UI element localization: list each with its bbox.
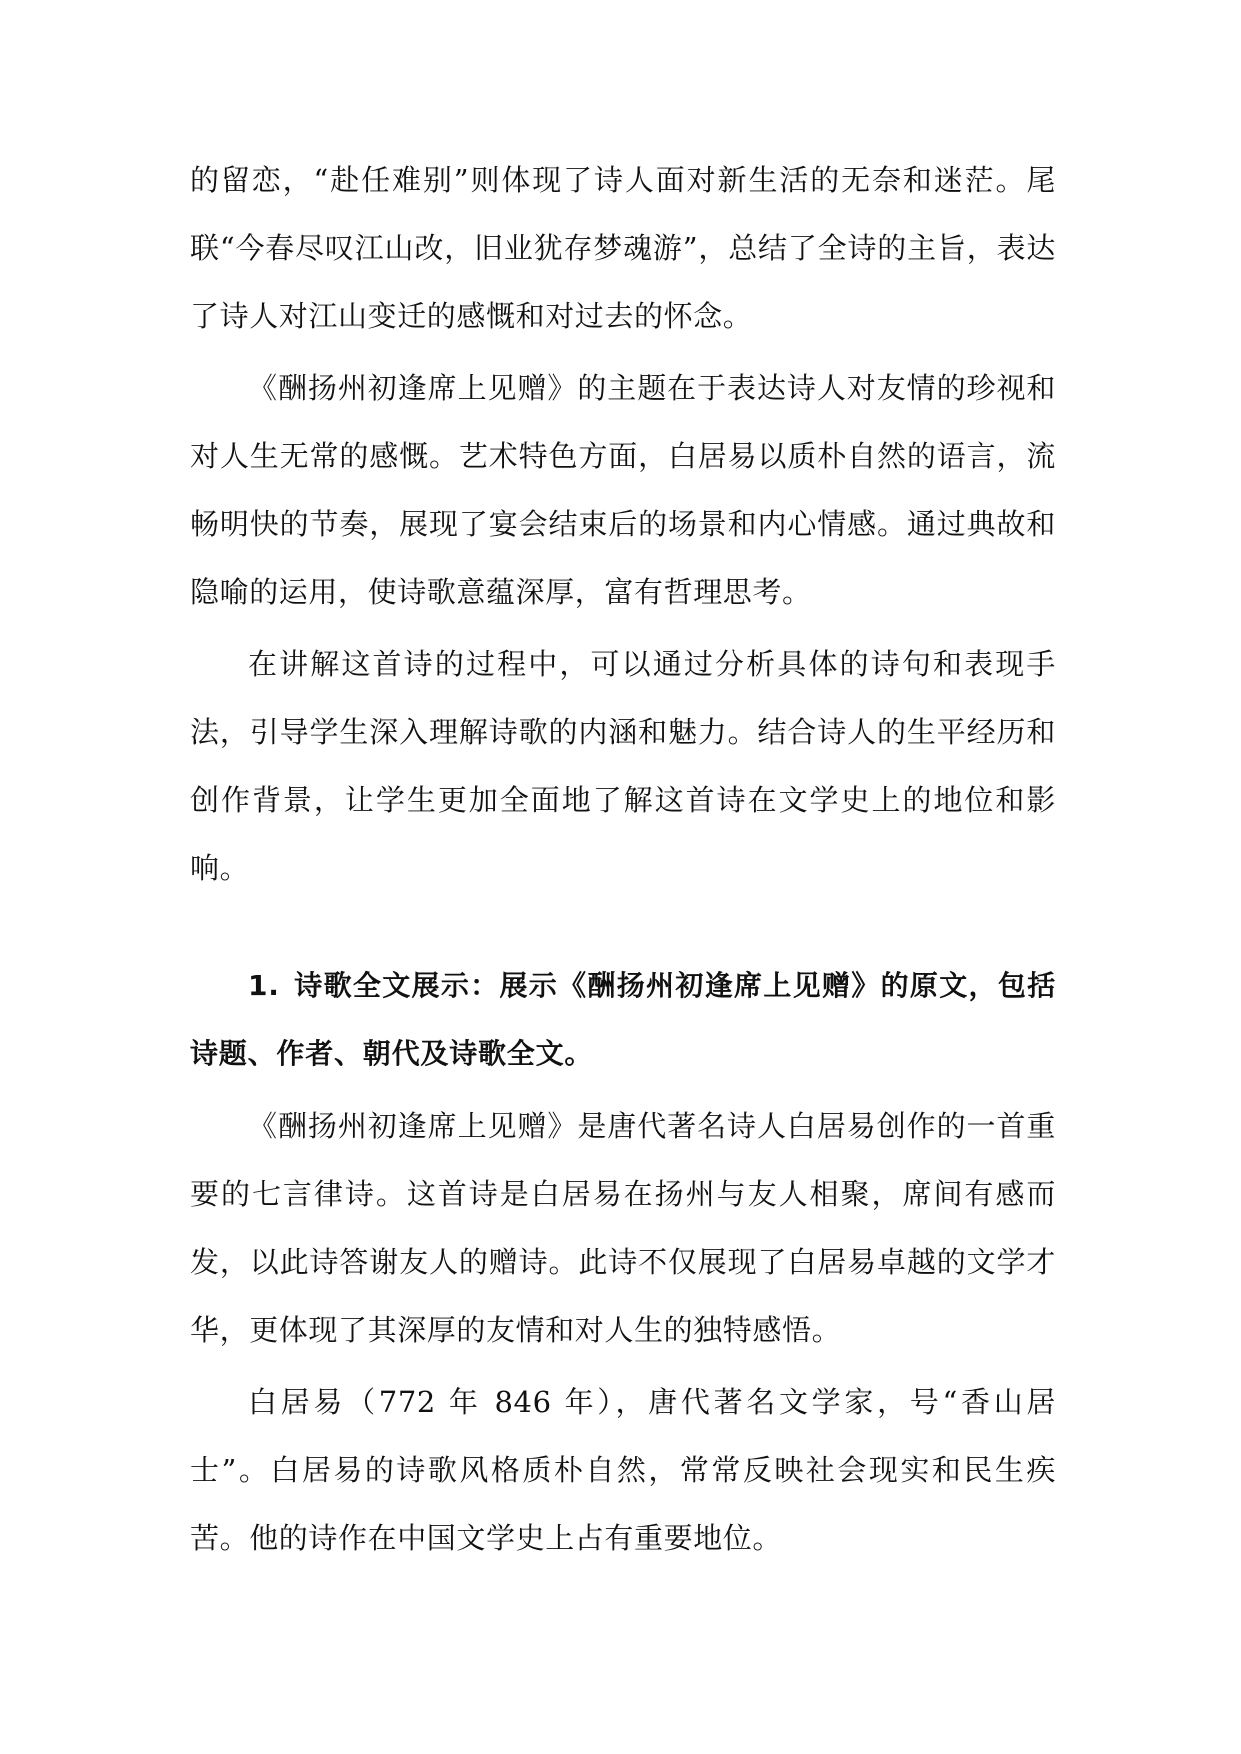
paragraph-continuation: 的留恋，“赴任难别”则体现了诗人面对新生活的无奈和迷茫。尾联“今春尽叹江山改，旧业犹存梦魂游”，总结了全诗的主旨，表达了诗人对江山变迁的感慨和对过去的怀念。 — [190, 163, 1056, 333]
paragraph-theme: 《酬扬州初逢席上见赠》的主题在于表达诗人对友情的珍视和对人生无常的感慨。艺术特色方面，白居易以质朴自然的语言，流畅明快的节奏，展现了宴会结束后的场景和内心情感。通过典故和隐喻的运用，使诗歌意蕴深厚，富有哲理思考。 — [190, 371, 1056, 609]
document-body — [190, 146, 1056, 1572]
section-heading-text: 诗歌全文展示：展示《酬扬州初逢席上见赠》的原文，包括诗题、作者、朝代及诗歌全文。 — [190, 969, 1056, 1070]
section-heading — [190, 952, 1056, 1088]
paragraph-poem-intro: 《酬扬州初逢席上见赠》是唐代著名诗人白居易创作的一首重要的七言律诗。这首诗是白居易在扬州与友人相聚，席间有感而发，以此诗答谢友人的赠诗。此诗不仅展现了白居易卓越的文学才华，更体现了其深厚的友情和对人生的独特感悟。 — [190, 1109, 1056, 1347]
section-heading-number: 1. — [248, 969, 280, 1002]
paragraph-teaching: 在讲解这首诗的过程中，可以通过分析具体的诗句和表现手法，引导学生深入理解诗歌的内涵和魅力。结合诗人的生平经历和创作背景，让学生更加全面地了解这首诗在文学史上的地位和影响。 — [190, 647, 1056, 885]
paragraph-author-bio: 白居易（772 年 846 年），唐代著名文学家，号“香山居士”。白居易的诗歌风格质朴自然，常常反映社会现实和民生疾苦。他的诗作在中国文学史上占有重要地位。 — [190, 1385, 1056, 1555]
